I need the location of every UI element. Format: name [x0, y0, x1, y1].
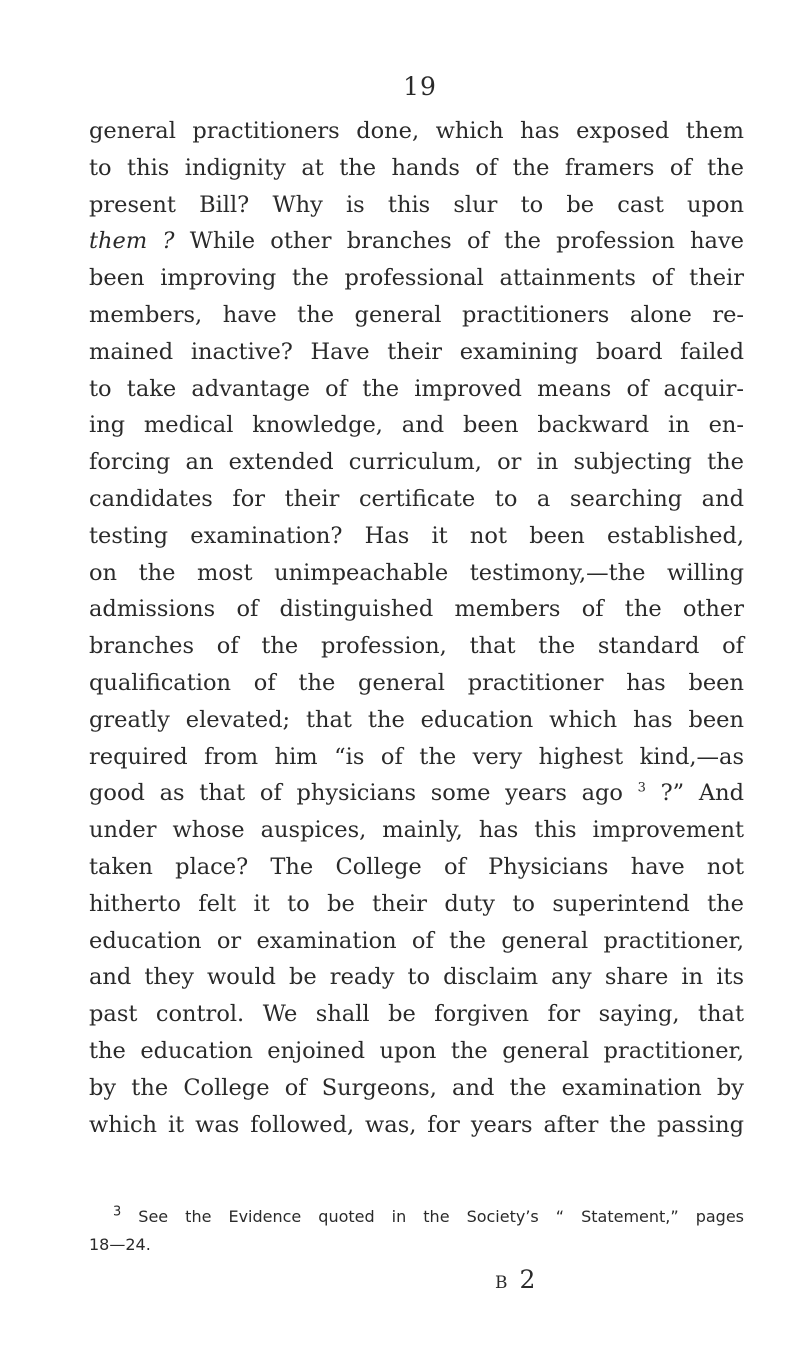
body-text [89, 113, 744, 1143]
text-line: greatly elevated; that the education which has been [89, 706, 744, 733]
signature-number: 2 [519, 1265, 540, 1294]
text-line: general practitioners done, which has exposed them [89, 118, 744, 144]
signature-letter: B [495, 1273, 508, 1293]
footnote-text: See the Evidence quoted in the Society’s “ Statement,” pages [121, 1207, 744, 1226]
text-line: ing medical knowledge, and been backward in en- [89, 412, 744, 439]
text-line: past control. We shall be forgiven for saying, that [89, 1001, 744, 1028]
footnote-marker: 3 [113, 1204, 122, 1220]
text-line: the education enjoined upon the general practitioner, [89, 1037, 744, 1064]
line-text: good as that of physicians some years ago [89, 780, 638, 807]
text-line: testing examination? Has it not been established, [89, 522, 744, 549]
page-number: 19 [403, 72, 437, 101]
text-line: admissions of distinguished members of the other [89, 596, 744, 623]
emphasis: them ? [89, 228, 175, 255]
text-line: qualification of the general practitioner has been [89, 669, 744, 696]
text-line: by the College of Surgeons, and the examination by [89, 1074, 744, 1101]
text-line: taken place? The College of Physicians have not [89, 853, 744, 880]
text-line: present Bill? Why is this slur to be cast upon [89, 191, 744, 218]
text-line: forcing an extended curriculum, or in subjecting the [89, 449, 744, 476]
text-line [89, 775, 744, 812]
text-line: and they would be ready to disclaim any share in its [89, 964, 744, 991]
line-text: ?” And [645, 780, 744, 807]
text-line: education or examination of the general practitioner, [89, 927, 744, 954]
text-line: which it was followed, was, for years after the passing [89, 1111, 744, 1138]
text-line: members, have the general practitioners alone re- [89, 301, 744, 328]
text-line: hitherto felt it to be their duty to superintend the [89, 890, 744, 917]
text-line [89, 223, 744, 260]
text-line: to take advantage of the improved means of acquir- [89, 375, 744, 402]
footnote-line-1 [89, 1203, 744, 1231]
text-line: branches of the profession, that the standard of [89, 633, 744, 660]
text-line: under whose auspices, mainly, has this improvement [89, 817, 744, 844]
line-text: While other branches of the profession have [174, 228, 745, 255]
text-line: candidates for their certificate to a searching and [89, 485, 744, 512]
text-line: been improving the professional attainments of their [89, 265, 744, 292]
signature-mark [495, 1265, 539, 1294]
text-line: on the most unimpeachable testimony,—the willing [89, 559, 744, 586]
footnote-reference: 3 [637, 780, 646, 796]
text-line: mained inactive? Have their examining board failed [89, 338, 744, 365]
text-line: to this indignity at the hands of the framers of the [89, 154, 744, 181]
footnote-line-2: 18—24. [89, 1235, 151, 1254]
footnote [89, 1203, 744, 1259]
text-line: required from him “is of the very highest kind,—as [89, 743, 744, 770]
